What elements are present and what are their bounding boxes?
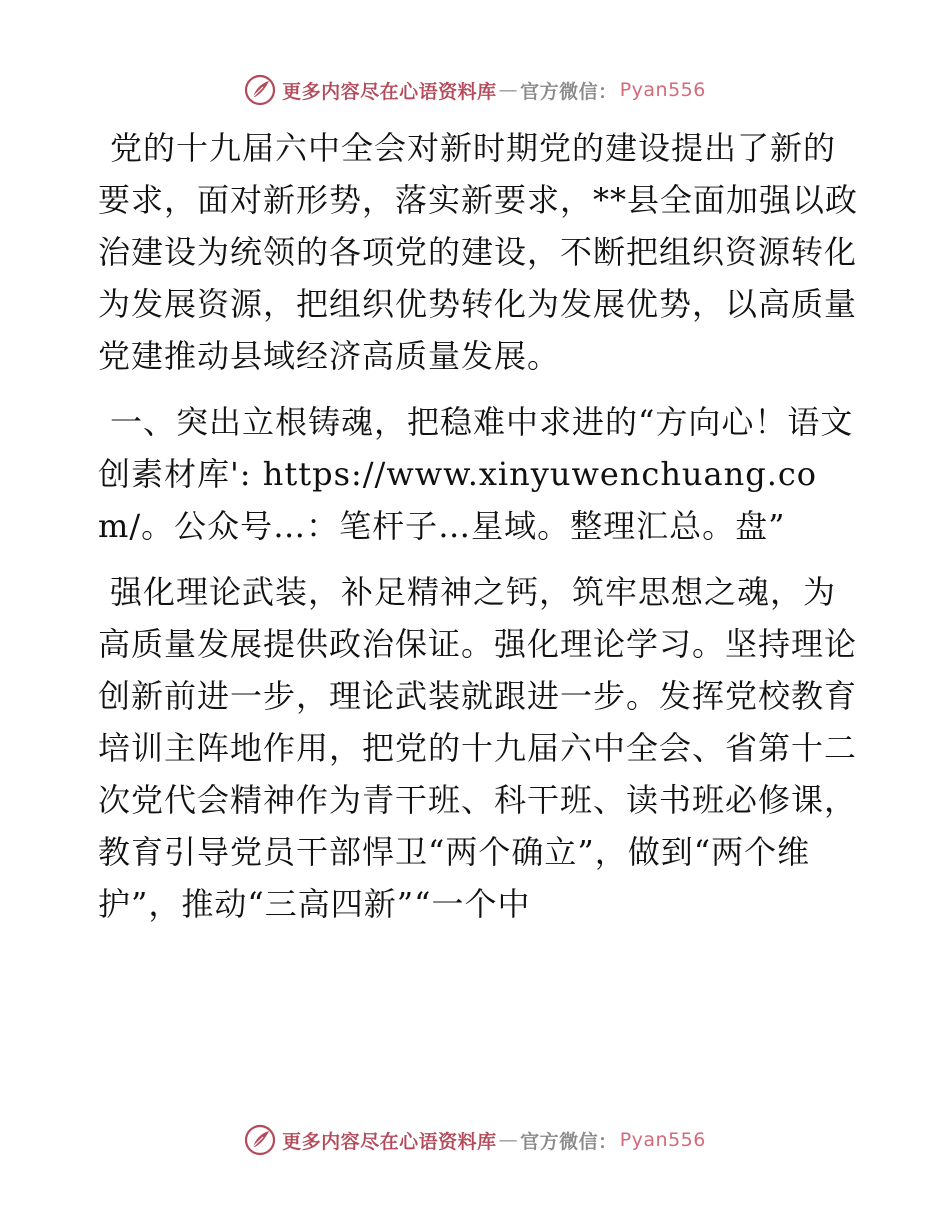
feather-pen-icon — [244, 74, 276, 106]
header-wechat-id: Pyan556 — [619, 79, 706, 101]
footer-brand: 更多内容尽在心语资料库 — [282, 1130, 497, 1153]
feather-pen-icon — [244, 1124, 276, 1156]
header-brand: 更多内容尽在心语资料库 — [282, 80, 497, 103]
document-body — [98, 122, 858, 944]
header-wechat-label: 官方微信： — [520, 80, 618, 103]
header-separator: — — [498, 79, 519, 101]
paragraph-intro: 党的十九届六中全会对新时期党的建设提出了新的要求，面对新形势，落实新要求，**县全面加强以政治建设为统领的各项党的建设，不断把组织资源转化为发展资源，把组织优势转化为发展优势，以高质量党建推动县域经济高质量发展。 — [98, 129, 859, 375]
footer-watermark — [0, 1120, 950, 1160]
footer-separator: — — [498, 1129, 519, 1151]
paragraph-section-heading: 一、突出立根铸魂，把稳难中求进的“方向心！语文创素材库': https://www.xinyuwenchuang.com/。公众号…：笔杆子…星域。整理汇总。盘” — [98, 403, 854, 545]
paragraph-body: 强化理论武装，补足精神之钙，筑牢思想之魂，为高质量发展提供政治保证。强化理论学习。坚持理论创新前进一步，理论武装就跟进一步。发挥党校教育培训主阵地作用，把党的十九届六中全会、省第十二次党代会精神作为青干班、科干班、读书班必修课，教育引导党员干部悍卫“两个确立”，做到“两个维护”，推动“三高四新”“一个中 — [98, 573, 858, 923]
header-watermark — [0, 70, 950, 110]
footer-wechat-id: Pyan556 — [619, 1129, 706, 1151]
footer-wechat-label: 官方微信： — [520, 1130, 618, 1153]
